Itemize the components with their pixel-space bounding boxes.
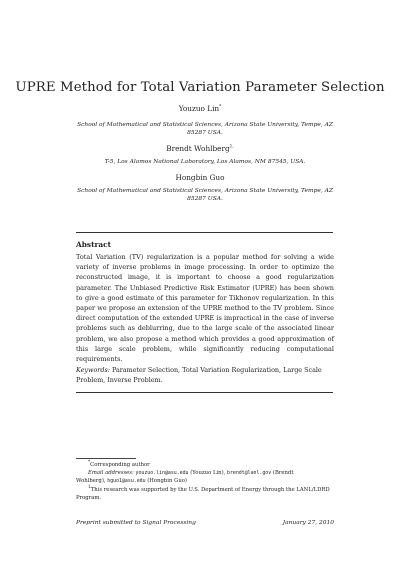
author-mark: 1,: [229, 144, 234, 150]
footnote-rule: [76, 458, 136, 459]
author-mark: *: [219, 104, 222, 110]
footer-left: Preprint submitted to Signal Processing: [76, 520, 196, 526]
email-label: Email addresses:: [88, 470, 134, 476]
footnote-funding: $^1$This research was supported by the U.S. Department of Energy through the LANL/LDRD Program.: [76, 485, 330, 502]
footnote-mark: 1: [88, 485, 91, 491]
author-affiliation-2: T-5, Los Alamos National Laboratory, Los Alamos, NM 87545, USA.: [104, 159, 306, 165]
footer-right: January 27, 2010: [282, 520, 334, 526]
author-name: Brendt Wohlberg: [166, 144, 230, 153]
footnote-mark: *: [88, 460, 91, 466]
author-name: Hongbin Guo: [175, 173, 225, 182]
keywords-text: Parameter Selection, Total Variation Regularization, Large Scale Problem, Inverse Problem.: [76, 366, 322, 385]
footnote-emails: Email addresses: youzuo.lin@asu.edu (Youzuo Lin), brendt@lanl.gov (Brendt: [88, 470, 294, 476]
author-block-2: [0, 144, 400, 153]
paper-title: UPRE Method for Total Variation Parameter Selection: [15, 80, 385, 95]
author-block-3: [0, 173, 400, 182]
author-name: Youzuo Lin: [178, 104, 220, 113]
abstract-top-rule: [76, 232, 333, 233]
keywords: [76, 365, 334, 385]
email-link-1[interactable]: youzuo.lin@asu.edu: [135, 470, 189, 476]
author-affiliation-1: School of Mathematical and Statistical Sciences, Arizona State University, Tempe, AZ 85287 USA.: [77, 122, 333, 137]
author-block-1: [0, 104, 400, 113]
footnote-emails-cont: Wohlberg), hguo1@asu.edu (Hongbin Guo): [76, 478, 187, 484]
abstract-heading: Abstract: [76, 240, 112, 249]
abstract-body: Total Variation (TV) regularization is a popular method for solving a wide variety of inverse problems in image processing. In order to optimize the reconstructed image, it is important to choose a good regularization parameter. The Unbiased Predictive Risk Estimator (UPRE) has been shown to give a good estimate of this parameter for Tikhonov regularization. In this paper we propose an extension of the UPRE method to the TV problem. Since direct computation of the extended UPRE is impractical in the case of inverse problems such as deblurring, due to the large scale of the associated linear problem, we also propose a method which provides a good approximation of this large scale problem, while significantly reducing computational requirements.: [76, 253, 334, 364]
footnote-corresponding: *Corresponding author: [76, 461, 334, 469]
abstract-bottom-rule: [76, 392, 333, 393]
email-link-3[interactable]: hguo1@asu.edu: [107, 478, 146, 484]
email-link-2[interactable]: brendt@lanl.gov: [227, 470, 272, 476]
author-affiliation-3: School of Mathematical and Statistical Sciences, Arizona State University, Tempe, AZ 85287 USA.: [77, 188, 333, 203]
keywords-label: Keywords:: [76, 366, 110, 374]
